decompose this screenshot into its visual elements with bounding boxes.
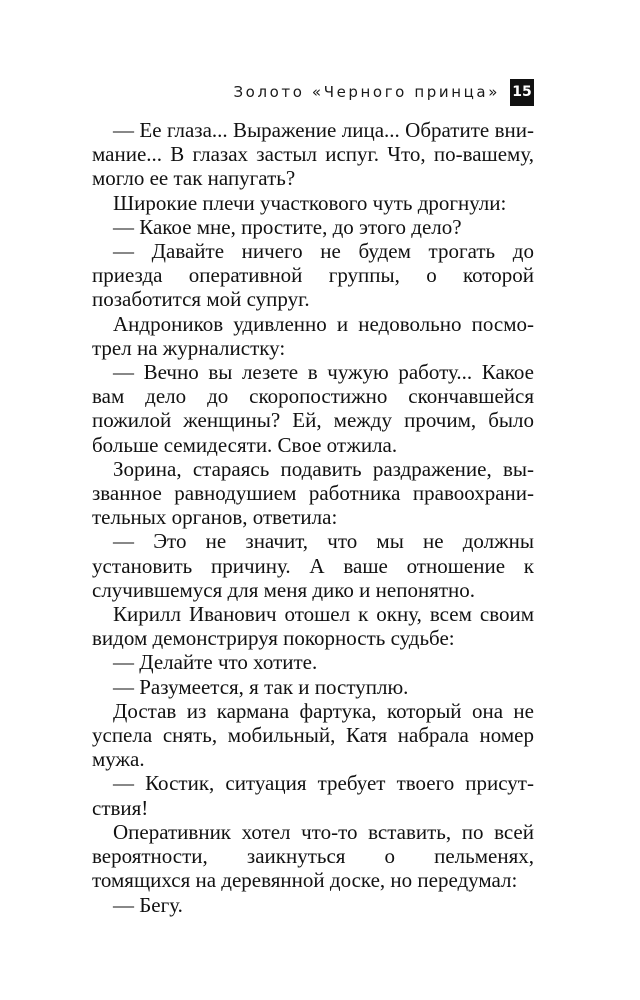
paragraph: — Бегу.	[113, 892, 183, 917]
paragraph: Зорина, стараясь подавить раздражение, вызванное равнодушием работника правоохранительных органов, ответила:	[92, 456, 534, 530]
paragraph: — Какое мне, простите, до этого дело?	[113, 214, 462, 239]
paragraph: — Разумеется, я так и поступлю.	[113, 674, 409, 699]
running-title: Золото «Черного принца»	[233, 83, 500, 101]
paragraph: Кирилл Иванович отошел к окну, всем своим видом демонстрируя покорность судьбе:	[92, 602, 534, 651]
paragraph: — Костик, ситуация требует твоего присутствия!	[92, 771, 534, 820]
paragraph: Широкие плечи участкового чуть дрогнули:	[113, 190, 507, 215]
paragraph: Достав из кармана фартука, который она не успела снять, мобильный, Катя набрала номер мужа.	[92, 698, 534, 772]
paragraph: — Делайте что хотите.	[113, 650, 318, 675]
paragraph: — Это не значит, что мы не должны установить причину. А ваше отношение к случившемуся для меня дико и непонятно.	[92, 529, 534, 602]
paragraph: — Давайте ничего не будем трогать до приезда оперативной группы, о которой позаботится мой супруг.	[92, 239, 534, 312]
paragraph: Андроников удивленно и недовольно посмотрел на журналистку:	[92, 311, 534, 360]
paragraph: — Вечно вы лезете в чужую работу... Какое вам дело до скоропостижно скончавшейся пожилой женщины? Ей, между прочим, было больше семидесяти. Свое отжила.	[92, 360, 534, 457]
page-number: 15	[510, 79, 534, 106]
body-text	[92, 118, 534, 917]
paragraph: — Ее глаза... Выражение лица... Обратите внимание... В глазах застыл испуг. Что, по-вашему, могло ее так напугать?	[92, 118, 534, 191]
paragraph: Оперативник хотел что-то вставить, по всей вероятности, заикнуться о пельменях, томящихся на деревянной доске, но передумал:	[92, 819, 534, 893]
running-head	[0, 79, 640, 107]
